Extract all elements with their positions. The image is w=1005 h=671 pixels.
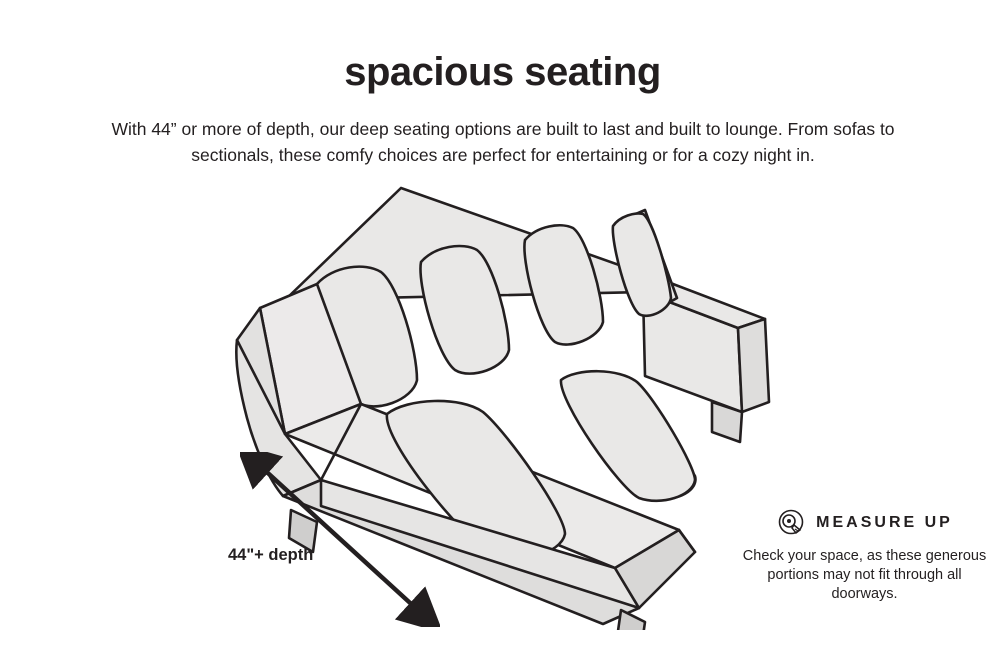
tape-measure-icon [776, 508, 806, 538]
measure-up-header [742, 508, 987, 538]
measure-up-callout [742, 508, 987, 604]
measure-up-body: Check your space, as these generous portions may not fit through all doorways. [742, 548, 987, 602]
depth-dimension-arrow [240, 452, 440, 627]
page-subtitle: With 44” or more of depth, our deep seating options are built to last and built to lounge. From sofas to sectionals, these comfy choices are perfect for entertaining or for a cozy night in. [111, 119, 895, 165]
depth-dimension-label: 44"+ depth [228, 546, 314, 564]
page-title: spacious seating [344, 50, 661, 94]
measure-up-title: MEASURE UP [816, 514, 953, 531]
